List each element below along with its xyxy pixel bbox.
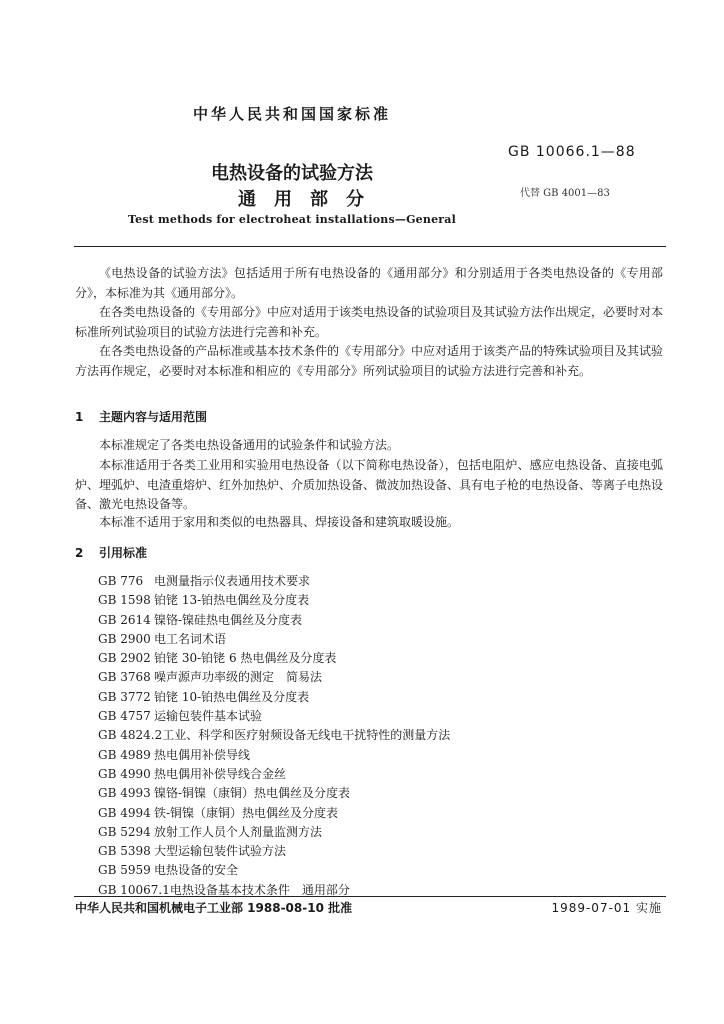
reference-title: 电热设备基本技术条件 通用部分 xyxy=(169,882,350,897)
reference-item xyxy=(98,591,450,610)
reference-code: GB 776 xyxy=(98,574,144,588)
intro-paragraph-1: 《电热设备的试验方法》包括适用于所有电热设备的《通用部分》和分别适用于各类电热设备的《专用部分》，本标准为其《通用部分》。 xyxy=(75,266,663,300)
reference-code: GB 4757 xyxy=(98,709,151,724)
reference-title: 运输包装件基本试验 xyxy=(154,709,263,724)
reference-item xyxy=(98,649,450,668)
effective-date: 1989-07-01 实施 xyxy=(551,901,662,915)
reference-title: 电工名词术语 xyxy=(154,631,227,646)
reference-code: GB 5398 xyxy=(98,844,151,859)
reference-title: 噪声源声功率级的测定 简易法 xyxy=(154,670,323,685)
reference-title: 工业、科学和医疗射频设备无线电干扰特性的测量方法 xyxy=(162,728,451,743)
reference-item xyxy=(98,630,450,649)
replaces-note: 代替 GB 4001—83 xyxy=(520,188,610,199)
reference-item xyxy=(98,842,450,861)
reference-code: GB 3768 xyxy=(98,670,151,685)
reference-item xyxy=(98,881,450,900)
section-1-title: 主题内容与适用范围 xyxy=(99,410,208,424)
reference-title: 热电偶用补偿导线合金丝 xyxy=(154,766,287,781)
footer-rule xyxy=(74,896,666,897)
reference-item xyxy=(98,611,450,630)
reference-code: GB 2900 xyxy=(98,631,151,646)
section-1-paragraph-2: 本标准适用于各类工业用和实验用电热设备（以下简称电热设备），包括电阻炉、感应电热设备、直接电弧炉、埋弧炉、电渣重熔炉、红外加热炉、介质加热设备、微波加热设备、具有电子枪的电热设备、等离子电热设备、激光电热设备等。 xyxy=(75,458,664,511)
reference-title: 电测量指示仪表通用技术要求 xyxy=(154,574,311,588)
reference-item xyxy=(98,726,450,745)
reference-title: 铂铑 30-铂铑 6 热电偶丝及分度表 xyxy=(154,651,337,666)
header-rule xyxy=(74,246,666,247)
reference-code: GB 4824.2 xyxy=(98,728,163,743)
reference-list xyxy=(98,572,450,900)
reference-code: GB 1598 xyxy=(98,593,151,608)
reference-code: GB 3772 xyxy=(98,689,151,704)
section-2-heading xyxy=(75,544,147,561)
reference-title: 镍铬-铜镍（康铜）热电偶丝及分度表 xyxy=(154,786,351,801)
reference-code: GB 5959 xyxy=(98,863,151,878)
section-2-title: 引用标准 xyxy=(99,546,148,560)
reference-item xyxy=(98,572,450,591)
section-2-number: 2 xyxy=(75,546,84,560)
reference-code: GB 4989 xyxy=(98,747,151,762)
reference-title: 铂铑 10-铂热电偶丝及分度表 xyxy=(154,689,310,704)
approval-line: 中华人民共和国机械电子工业部 1988-08-10 批准 xyxy=(75,901,353,915)
reference-item xyxy=(98,823,450,842)
reference-title: 镍铬-镍硅热电偶丝及分度表 xyxy=(154,612,303,627)
reference-code: GB 5294 xyxy=(98,824,151,839)
title-cn-line1: 电热设备的试验方法 xyxy=(211,163,373,184)
reference-item xyxy=(98,668,450,687)
reference-code: GB 4994 xyxy=(98,805,151,820)
intro-paragraph-3: 在各类电热设备的产品标准或基本技术条件的《专用部分》中应对适用于该类产品的特殊试验项目及其试验方法再作规定，必要时对本标准和相应的《专用部分》所列试验项目的试验方法进行完善和补充。 xyxy=(75,344,664,378)
reference-title: 热电偶用补偿导线 xyxy=(154,747,251,762)
reference-code: GB 4990 xyxy=(98,766,151,781)
reference-code: GB 2614 xyxy=(98,612,151,627)
reference-title: 铁-铜镍（康铜）热电偶丝及分度表 xyxy=(154,805,339,820)
reference-title: 放射工作人员个人剂量监测方法 xyxy=(154,824,323,839)
reference-item xyxy=(98,688,450,707)
reference-code: GB 2902 xyxy=(98,651,151,666)
national-standard-heading: 中华人民共和国国家标准 xyxy=(192,105,391,123)
reference-code: GB 4993 xyxy=(98,786,151,801)
section-1-paragraph-3: 本标准不适用于家用和类似的电热器具、焊接设备和建筑取暖设施。 xyxy=(99,515,460,529)
reference-title: 铂铑 13-铂热电偶丝及分度表 xyxy=(154,593,310,608)
reference-item xyxy=(98,784,450,803)
section-1-paragraph-1: 本标准规定了各类电热设备通用的试验条件和试验方法。 xyxy=(99,438,400,452)
reference-item xyxy=(98,707,450,726)
reference-title: 电热设备的安全 xyxy=(154,863,239,878)
reference-code: GB 10067.1 xyxy=(98,882,170,897)
reference-item xyxy=(98,765,450,784)
reference-item xyxy=(98,746,450,765)
gb-number: GB 10066.1—88 xyxy=(508,144,636,160)
intro-paragraph-2: 在各类电热设备的《专用部分》中应对适用于该类电热设备的试验项目及其试验方法作出规定，必要时对本标准所列试验项目的试验方法进行完善和补充。 xyxy=(75,305,664,339)
section-1-heading xyxy=(75,408,207,425)
reference-item xyxy=(98,861,450,880)
reference-title: 大型运输包装件试验方法 xyxy=(154,844,287,859)
title-en: Test methods for electroheat installations—General xyxy=(128,213,456,226)
reference-item xyxy=(98,804,450,823)
section-1-number: 1 xyxy=(75,410,84,424)
title-cn-line2: 通用部分 xyxy=(238,189,382,210)
